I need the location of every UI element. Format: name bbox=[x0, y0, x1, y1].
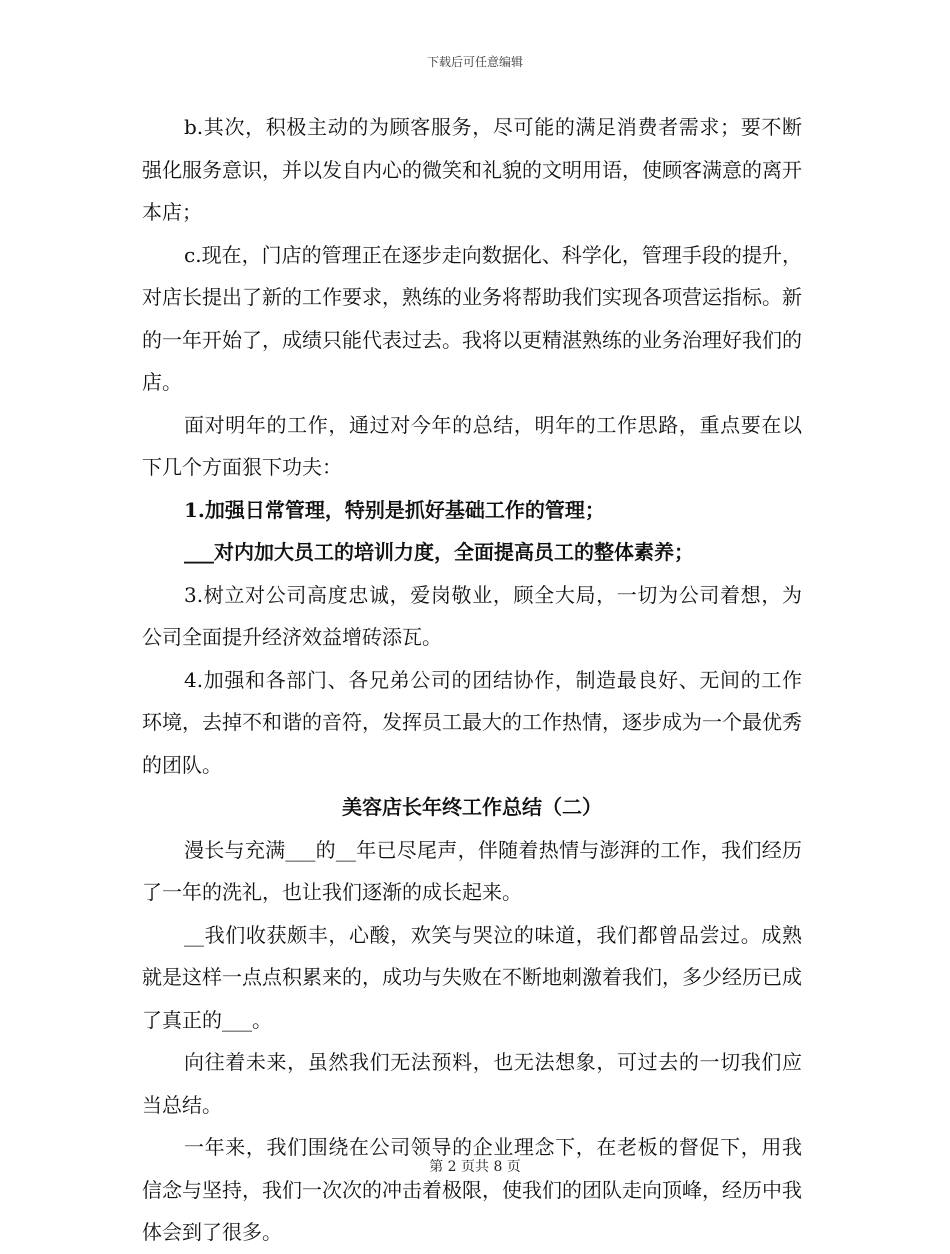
paragraph-next-year-plan: 面对明年的工作，通过对今年的总结，明年的工作思路，重点要在以下几个方面狠下功夫： bbox=[142, 412, 802, 479]
paragraph-management: c.现在，门店的管理正在逐步走向数据化、科学化，管理手段的提升，对店长提出了新的工作要求，熟练的业务将帮助我们实现各项营运指标。新的一年开始了，成绩只能代表过去。我将以更精湛熟练的业务治理好我们的店。 bbox=[142, 242, 802, 394]
section-paragraph-1: 漫长与充满___的__年已尽尾声，伴随着热情与澎湃的工作，我们经历了一年的洗礼，也让我们逐渐的成长起来。 bbox=[142, 837, 802, 904]
page-number: 第 2 页共 8 页 bbox=[429, 1159, 521, 1175]
plan-item-3: 3.树立对公司高度忠诚，爱岗敬业，顾全大局，一切为公司着想，为公司全面提升经济效益增砖添瓦。 bbox=[142, 582, 802, 649]
section-title: 美容店长年终工作总结（二） bbox=[342, 795, 602, 819]
page-header: 下载后可任意编辑 bbox=[426, 55, 523, 69]
plan-item-2: ___对内加大员工的培训力度，全面提高员工的整体素养； bbox=[184, 540, 694, 564]
plan-item-1: 1.加强日常管理，特别是抓好基础工作的管理； bbox=[184, 497, 605, 522]
plan-item-4: 4.加强和各部门、各兄弟公司的团结协作，制造最良好、无间的工作环境，去掉不和谐的音符，发挥员工最大的工作热情，逐步成为一个最优秀的团队。 bbox=[142, 667, 802, 777]
document-body bbox=[142, 106, 802, 1254]
section-paragraph-3: 向往着未来，虽然我们无法预料，也无法想象，可过去的一切我们应当总结。 bbox=[142, 1050, 802, 1117]
paragraph-service: b.其次，积极主动的为顾客服务，尽可能的满足消费者需求；要不断强化服务意识，并以发自内心的微笑和礼貌的文明用语，使顾客满意的离开本店； bbox=[142, 115, 802, 224]
section-paragraph-4: 一年来，我们围绕在公司领导的企业理念下，在老板的督促下，用我信念与坚持，我们一次次的冲击着极限，使我们的团队走向顶峰，经历中我体会到了很多。 bbox=[142, 1135, 802, 1244]
section-paragraph-2: __我们收获颇丰，心酸，欢笑与哭泣的味道，我们都曾品尝过。成熟就是这样一点点积累来的，成功与失败在不断地刺激着我们，多少经历已成了真正的___。 bbox=[142, 922, 802, 1032]
